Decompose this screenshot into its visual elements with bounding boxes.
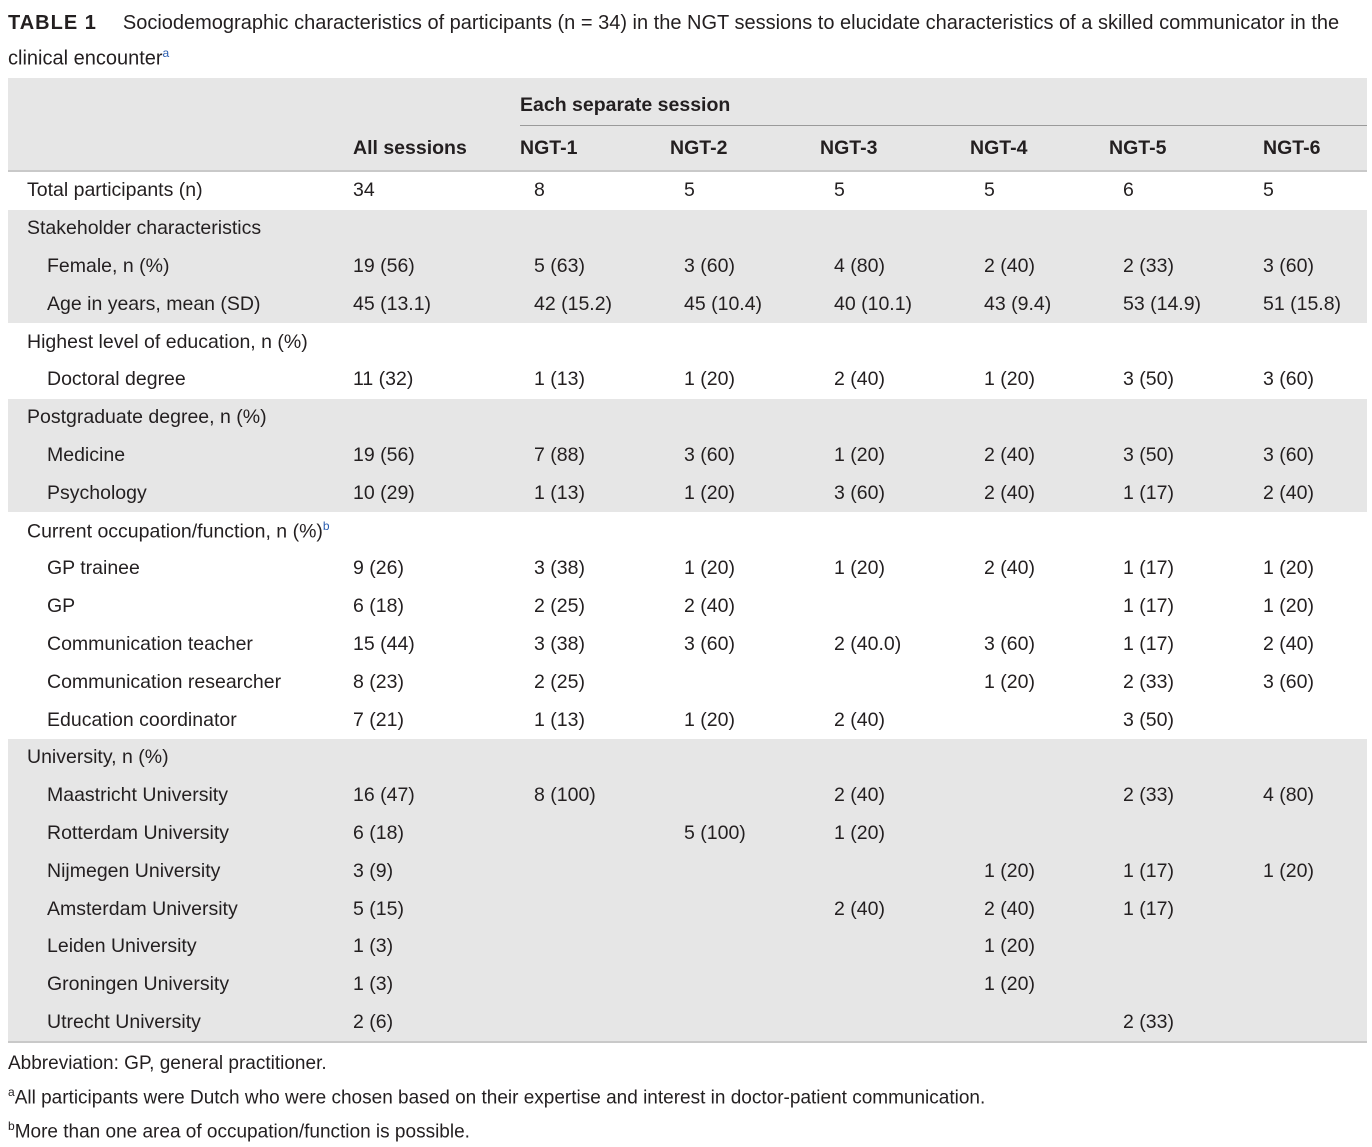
row-label-text: GP xyxy=(47,595,76,618)
table-cell xyxy=(820,928,970,966)
table-cell: 15 (44) xyxy=(353,632,415,655)
table-cell: 2 (25) xyxy=(534,595,585,618)
table-cell xyxy=(970,1004,1109,1043)
footnote-b-text: More than one area of occupation/function is possible. xyxy=(14,1121,470,1143)
table-row xyxy=(8,890,1367,928)
row-label xyxy=(8,663,345,701)
table-cell: 1 (17) xyxy=(1123,632,1174,655)
row-label-text: Maastricht University xyxy=(47,784,228,807)
table-row xyxy=(8,966,1367,1004)
caption-text: Sociodemographic characteristics of participants (n = 34) in the NGT sessions to elucidate characteristics of a skilled communicator in the clinical encounter xyxy=(8,12,1340,70)
table-cell: 3 (60) xyxy=(1259,437,1367,475)
table-footnotes xyxy=(8,1050,1368,1147)
table-cell: 2 (40) xyxy=(970,474,1109,512)
table-cell: 45 (10.4) xyxy=(670,285,820,323)
row-label xyxy=(8,285,345,323)
table-cell xyxy=(520,739,670,777)
row-label-text: Female, n (%) xyxy=(47,254,170,277)
table-row xyxy=(8,474,1367,512)
row-label xyxy=(8,928,345,966)
table-cell: 5 (63) xyxy=(520,248,670,286)
table-cell: 3 (9) xyxy=(345,852,520,890)
table-cell xyxy=(1259,815,1367,853)
table-row xyxy=(8,815,1367,853)
table-row xyxy=(8,663,1367,701)
table-cell: 1 (20) xyxy=(820,815,970,853)
table-cell: 1 (17) xyxy=(1123,595,1174,618)
table-cell: 2 (40) xyxy=(684,595,735,618)
table-cell: 1 (20) xyxy=(1259,852,1367,890)
row-label-text: Groningen University xyxy=(47,973,230,996)
table-cell: 2 (40) xyxy=(970,248,1109,286)
table-cell: 53 (14.9) xyxy=(1109,285,1259,323)
table-cell xyxy=(670,890,820,928)
row-label-text: University, n (%) xyxy=(27,746,169,769)
section-header-row xyxy=(8,399,1367,437)
table-cell: 3 (60) xyxy=(1263,368,1314,391)
table-cell: 51 (15.8) xyxy=(1259,285,1367,323)
column-header-ngt-2: NGT-2 xyxy=(670,136,728,159)
row-label xyxy=(8,588,345,626)
row-label xyxy=(8,550,345,588)
table-cell xyxy=(1259,399,1367,437)
table-cell: 6 xyxy=(1123,179,1134,202)
table-cell: 3 (60) xyxy=(820,474,970,512)
table-cell xyxy=(1109,399,1259,437)
table-cell: 1 (20) xyxy=(684,708,735,731)
table-cell xyxy=(670,210,820,248)
table-cell: 1 (20) xyxy=(1263,557,1314,580)
table-cell xyxy=(345,739,520,777)
row-label-text: Stakeholder characteristics xyxy=(27,217,262,240)
column-header-ngt-4: NGT-4 xyxy=(970,136,1028,159)
row-label xyxy=(8,966,345,1004)
table-cell xyxy=(970,815,1109,853)
table-row xyxy=(8,701,1367,739)
table-row xyxy=(8,248,1367,286)
row-label xyxy=(8,890,345,928)
table-cell: 2 (33) xyxy=(1109,248,1259,286)
table-row xyxy=(8,437,1367,475)
row-label xyxy=(8,437,345,475)
table-cell xyxy=(1259,1004,1367,1043)
table-cell xyxy=(820,323,970,361)
column-header-all-sessions: All sessions xyxy=(353,136,467,159)
table-cell: 1 (20) xyxy=(684,368,735,391)
table-row xyxy=(8,588,1367,626)
table-cell xyxy=(820,966,970,1004)
table-cell: 2 (40) xyxy=(1259,474,1367,512)
table-cell xyxy=(970,210,1109,248)
table-cell: 2 (40) xyxy=(820,890,970,928)
table-cell xyxy=(1109,928,1259,966)
row-label-text: Age in years, mean (SD) xyxy=(47,292,261,315)
row-label-text: Communication teacher xyxy=(47,632,253,655)
table-cell xyxy=(670,399,820,437)
table-cell: 3 (50) xyxy=(1109,437,1259,475)
table-cell xyxy=(820,739,970,777)
table-cell: 42 (15.2) xyxy=(520,285,670,323)
table-cell xyxy=(670,928,820,966)
table-cell xyxy=(345,512,520,550)
table-cell xyxy=(670,966,820,1004)
footnote-b xyxy=(8,1112,1368,1146)
table-cell: 8 (100) xyxy=(520,777,670,815)
table-cell: 1 (20) xyxy=(984,368,1035,391)
table-cell: 34 xyxy=(353,179,375,202)
table-cell: 3 (60) xyxy=(670,437,820,475)
table-cell xyxy=(1109,512,1259,550)
table-cell: 4 (80) xyxy=(820,248,970,286)
table-cell: 43 (9.4) xyxy=(970,285,1109,323)
table-cell: 1 (17) xyxy=(1109,852,1259,890)
table-cell xyxy=(820,512,970,550)
table-cell: 10 (29) xyxy=(345,474,520,512)
row-label xyxy=(8,323,345,361)
table-cell: 1 (3) xyxy=(345,966,520,1004)
table-cell xyxy=(970,512,1109,550)
row-label-text: Rotterdam University xyxy=(47,821,230,844)
row-label xyxy=(8,512,345,550)
table-row xyxy=(8,852,1367,890)
table-cell: 5 xyxy=(684,179,695,202)
table-cell: 1 (13) xyxy=(534,708,585,731)
table-cell xyxy=(670,512,820,550)
table-cell xyxy=(820,588,970,626)
table-cell: 3 (50) xyxy=(1123,708,1174,731)
row-label xyxy=(8,701,345,739)
table-cell xyxy=(820,210,970,248)
table-cell: 2 (40.0) xyxy=(834,632,902,655)
table-cell xyxy=(1109,210,1259,248)
table-row xyxy=(8,550,1367,588)
table-cell: 6 (18) xyxy=(353,595,404,618)
table-cell: 8 xyxy=(534,179,545,202)
table-cell: 7 (21) xyxy=(353,708,404,731)
table-cell xyxy=(670,777,820,815)
table-cell: 3 (60) xyxy=(684,632,735,655)
table-cell xyxy=(820,399,970,437)
row-label-text: Utrecht University xyxy=(47,1010,201,1033)
table-row xyxy=(8,1004,1367,1043)
row-label-text: Doctoral degree xyxy=(47,368,186,391)
table-cell: 1 (3) xyxy=(345,928,520,966)
caption-footnote-marker[interactable]: a xyxy=(162,46,170,60)
row-label xyxy=(8,1004,345,1043)
row-label xyxy=(8,210,345,248)
table-cell xyxy=(1259,966,1367,1004)
table-cell: 2 (6) xyxy=(345,1004,520,1043)
table-cell xyxy=(670,852,820,890)
table-label: TABLE 1 xyxy=(8,12,97,34)
table-cell: 11 (32) xyxy=(353,368,414,391)
table-cell xyxy=(820,1004,970,1043)
table-cell xyxy=(520,852,670,890)
table-cell xyxy=(520,890,670,928)
table-cell xyxy=(1109,966,1259,1004)
table-cell xyxy=(1259,928,1367,966)
table-cell: 1 (20) xyxy=(970,852,1109,890)
table-cell: 5 xyxy=(1263,179,1274,202)
session-group-label: Each separate session xyxy=(520,93,731,116)
row-label-text: Current occupation/function, n (%) xyxy=(27,520,323,543)
table-cell: 2 (40) xyxy=(984,557,1035,580)
row-label xyxy=(8,474,345,512)
table-cell xyxy=(345,399,520,437)
table-cell: 16 (47) xyxy=(345,777,520,815)
table-cell: 3 (60) xyxy=(1259,248,1367,286)
table-row xyxy=(8,777,1367,815)
table-cell: 45 (13.1) xyxy=(345,285,520,323)
row-label xyxy=(8,399,345,437)
row-label-text: Postgraduate degree, n (%) xyxy=(27,406,267,429)
table-cell: 1 (20) xyxy=(970,966,1109,1004)
table-cell: 9 (26) xyxy=(353,557,404,580)
table-row xyxy=(8,285,1367,323)
participants-table xyxy=(8,78,1367,1043)
row-label-text: Education coordinator xyxy=(47,708,237,731)
table-cell xyxy=(1259,739,1367,777)
table-cell: 2 (33) xyxy=(1109,1004,1259,1043)
row-label xyxy=(8,739,345,777)
table-cell: 2 (33) xyxy=(1109,777,1259,815)
table-cell xyxy=(670,323,820,361)
row-label xyxy=(8,815,345,853)
table-cell xyxy=(820,663,970,701)
row-label xyxy=(8,777,345,815)
table-cell xyxy=(520,512,670,550)
row-label-text: Leiden University xyxy=(47,935,197,958)
row-label-text: Medicine xyxy=(47,443,126,466)
row-label xyxy=(8,361,345,399)
table-cell xyxy=(520,1004,670,1043)
row-label-text: Highest level of education, n (%) xyxy=(27,330,308,353)
table-cell xyxy=(970,399,1109,437)
table-cell: 3 (50) xyxy=(1123,368,1174,391)
table-cell xyxy=(520,323,670,361)
row-label-text: Amsterdam University xyxy=(47,897,238,920)
table-cell: 2 (25) xyxy=(534,670,585,693)
table-cell: 2 (40) xyxy=(834,708,885,731)
table-cell xyxy=(970,701,1109,739)
table-cell: 5 (100) xyxy=(670,815,820,853)
table-cell: 1 (20) xyxy=(684,557,735,580)
section-header-row xyxy=(8,323,1367,361)
section-header-row xyxy=(8,210,1367,248)
table-cell: 1 (20) xyxy=(670,474,820,512)
row-label-text: Psychology xyxy=(47,481,147,504)
table-cell: 4 (80) xyxy=(1259,777,1367,815)
session-group-header xyxy=(520,78,1367,126)
table-cell: 1 (17) xyxy=(1123,557,1174,580)
row-label xyxy=(8,626,345,664)
table-body xyxy=(8,171,1367,1042)
table-cell xyxy=(1109,323,1259,361)
table-cell xyxy=(520,966,670,1004)
section-header-row xyxy=(8,512,1367,550)
row-label-text: Total participants (n) xyxy=(27,179,203,202)
table-cell: 1 (20) xyxy=(834,557,885,580)
table-row xyxy=(8,361,1367,399)
table-cell: 40 (10.1) xyxy=(820,285,970,323)
table-cell: 1 (20) xyxy=(970,928,1109,966)
table-cell: 7 (88) xyxy=(520,437,670,475)
table-cell: 5 (15) xyxy=(345,890,520,928)
table-cell xyxy=(520,815,670,853)
table-cell xyxy=(970,588,1109,626)
table-cell: 2 (40) xyxy=(970,437,1109,475)
row-label xyxy=(8,248,345,286)
table-cell xyxy=(970,739,1109,777)
table-cell xyxy=(1259,323,1367,361)
table-cell: 8 (23) xyxy=(353,670,404,693)
table-cell: 2 (40) xyxy=(820,777,970,815)
table-cell xyxy=(1259,701,1367,739)
footnote-a-text: All participants were Dutch who were chosen based on their expertise and interest in doctor-patient communication. xyxy=(14,1087,986,1109)
table-cell: 1 (20) xyxy=(820,437,970,475)
table-cell: 5 xyxy=(834,179,845,202)
row-label-text: Nijmegen University xyxy=(47,859,221,882)
table-cell xyxy=(520,928,670,966)
row-label xyxy=(8,171,345,210)
table-cell xyxy=(970,323,1109,361)
column-header-ngt-1: NGT-1 xyxy=(520,136,578,159)
table-cell xyxy=(1259,890,1367,928)
footnote-marker[interactable]: b xyxy=(322,518,330,533)
table-cell: 2 (33) xyxy=(1123,670,1174,693)
footnote-a-marker: a xyxy=(8,1085,15,1099)
table-cell: 19 (56) xyxy=(345,437,520,475)
table-cell: 6 (18) xyxy=(345,815,520,853)
table-cell: 3 (60) xyxy=(1263,670,1314,693)
table-cell xyxy=(520,399,670,437)
table-row xyxy=(8,928,1367,966)
row-label-text: GP trainee xyxy=(47,557,140,580)
table-cell: 1 (17) xyxy=(1109,890,1259,928)
footnote-a xyxy=(8,1078,1368,1112)
table-cell: 1 (13) xyxy=(520,474,670,512)
footnote-abbreviation: Abbreviation: GP, general practitioner. xyxy=(8,1053,327,1074)
table-cell xyxy=(1109,815,1259,853)
column-header-ngt-3: NGT-3 xyxy=(820,136,878,159)
table-cell: 2 (40) xyxy=(1263,632,1314,655)
column-header-ngt-5: NGT-5 xyxy=(1109,136,1167,159)
table-caption xyxy=(8,8,1368,74)
row-label-text: Communication researcher xyxy=(47,670,282,693)
table-cell xyxy=(670,663,820,701)
table-cell: 3 (38) xyxy=(534,632,585,655)
table-cell xyxy=(1259,512,1367,550)
section-header-row xyxy=(8,739,1367,777)
table-cell xyxy=(670,1004,820,1043)
table-cell xyxy=(1259,210,1367,248)
group-header-rule xyxy=(520,125,1367,126)
table-cell xyxy=(970,777,1109,815)
table-cell: 3 (38) xyxy=(534,557,585,580)
table-cell xyxy=(1109,739,1259,777)
table-cell: 3 (60) xyxy=(670,248,820,286)
table-cell: 1 (17) xyxy=(1109,474,1259,512)
table-cell: 5 xyxy=(984,179,995,202)
table-row xyxy=(8,171,1367,210)
footnote-b-marker: b xyxy=(8,1119,15,1134)
table-cell: 2 (40) xyxy=(834,368,885,391)
table-cell xyxy=(345,323,520,361)
table-cell xyxy=(345,210,520,248)
table-row xyxy=(8,626,1367,664)
table-cell: 1 (20) xyxy=(1263,595,1314,618)
row-label xyxy=(8,852,345,890)
table-cell: 2 (40) xyxy=(970,890,1109,928)
table-cell: 3 (60) xyxy=(984,632,1035,655)
table-cell: 1 (13) xyxy=(534,368,585,391)
column-header-label xyxy=(8,126,345,171)
table-cell xyxy=(520,210,670,248)
table-cell xyxy=(670,739,820,777)
table-cell xyxy=(820,852,970,890)
table-cell: 19 (56) xyxy=(345,248,520,286)
table-header xyxy=(8,78,1367,171)
column-header-ngt-6: NGT-6 xyxy=(1263,136,1321,159)
table-cell: 1 (20) xyxy=(984,670,1035,693)
